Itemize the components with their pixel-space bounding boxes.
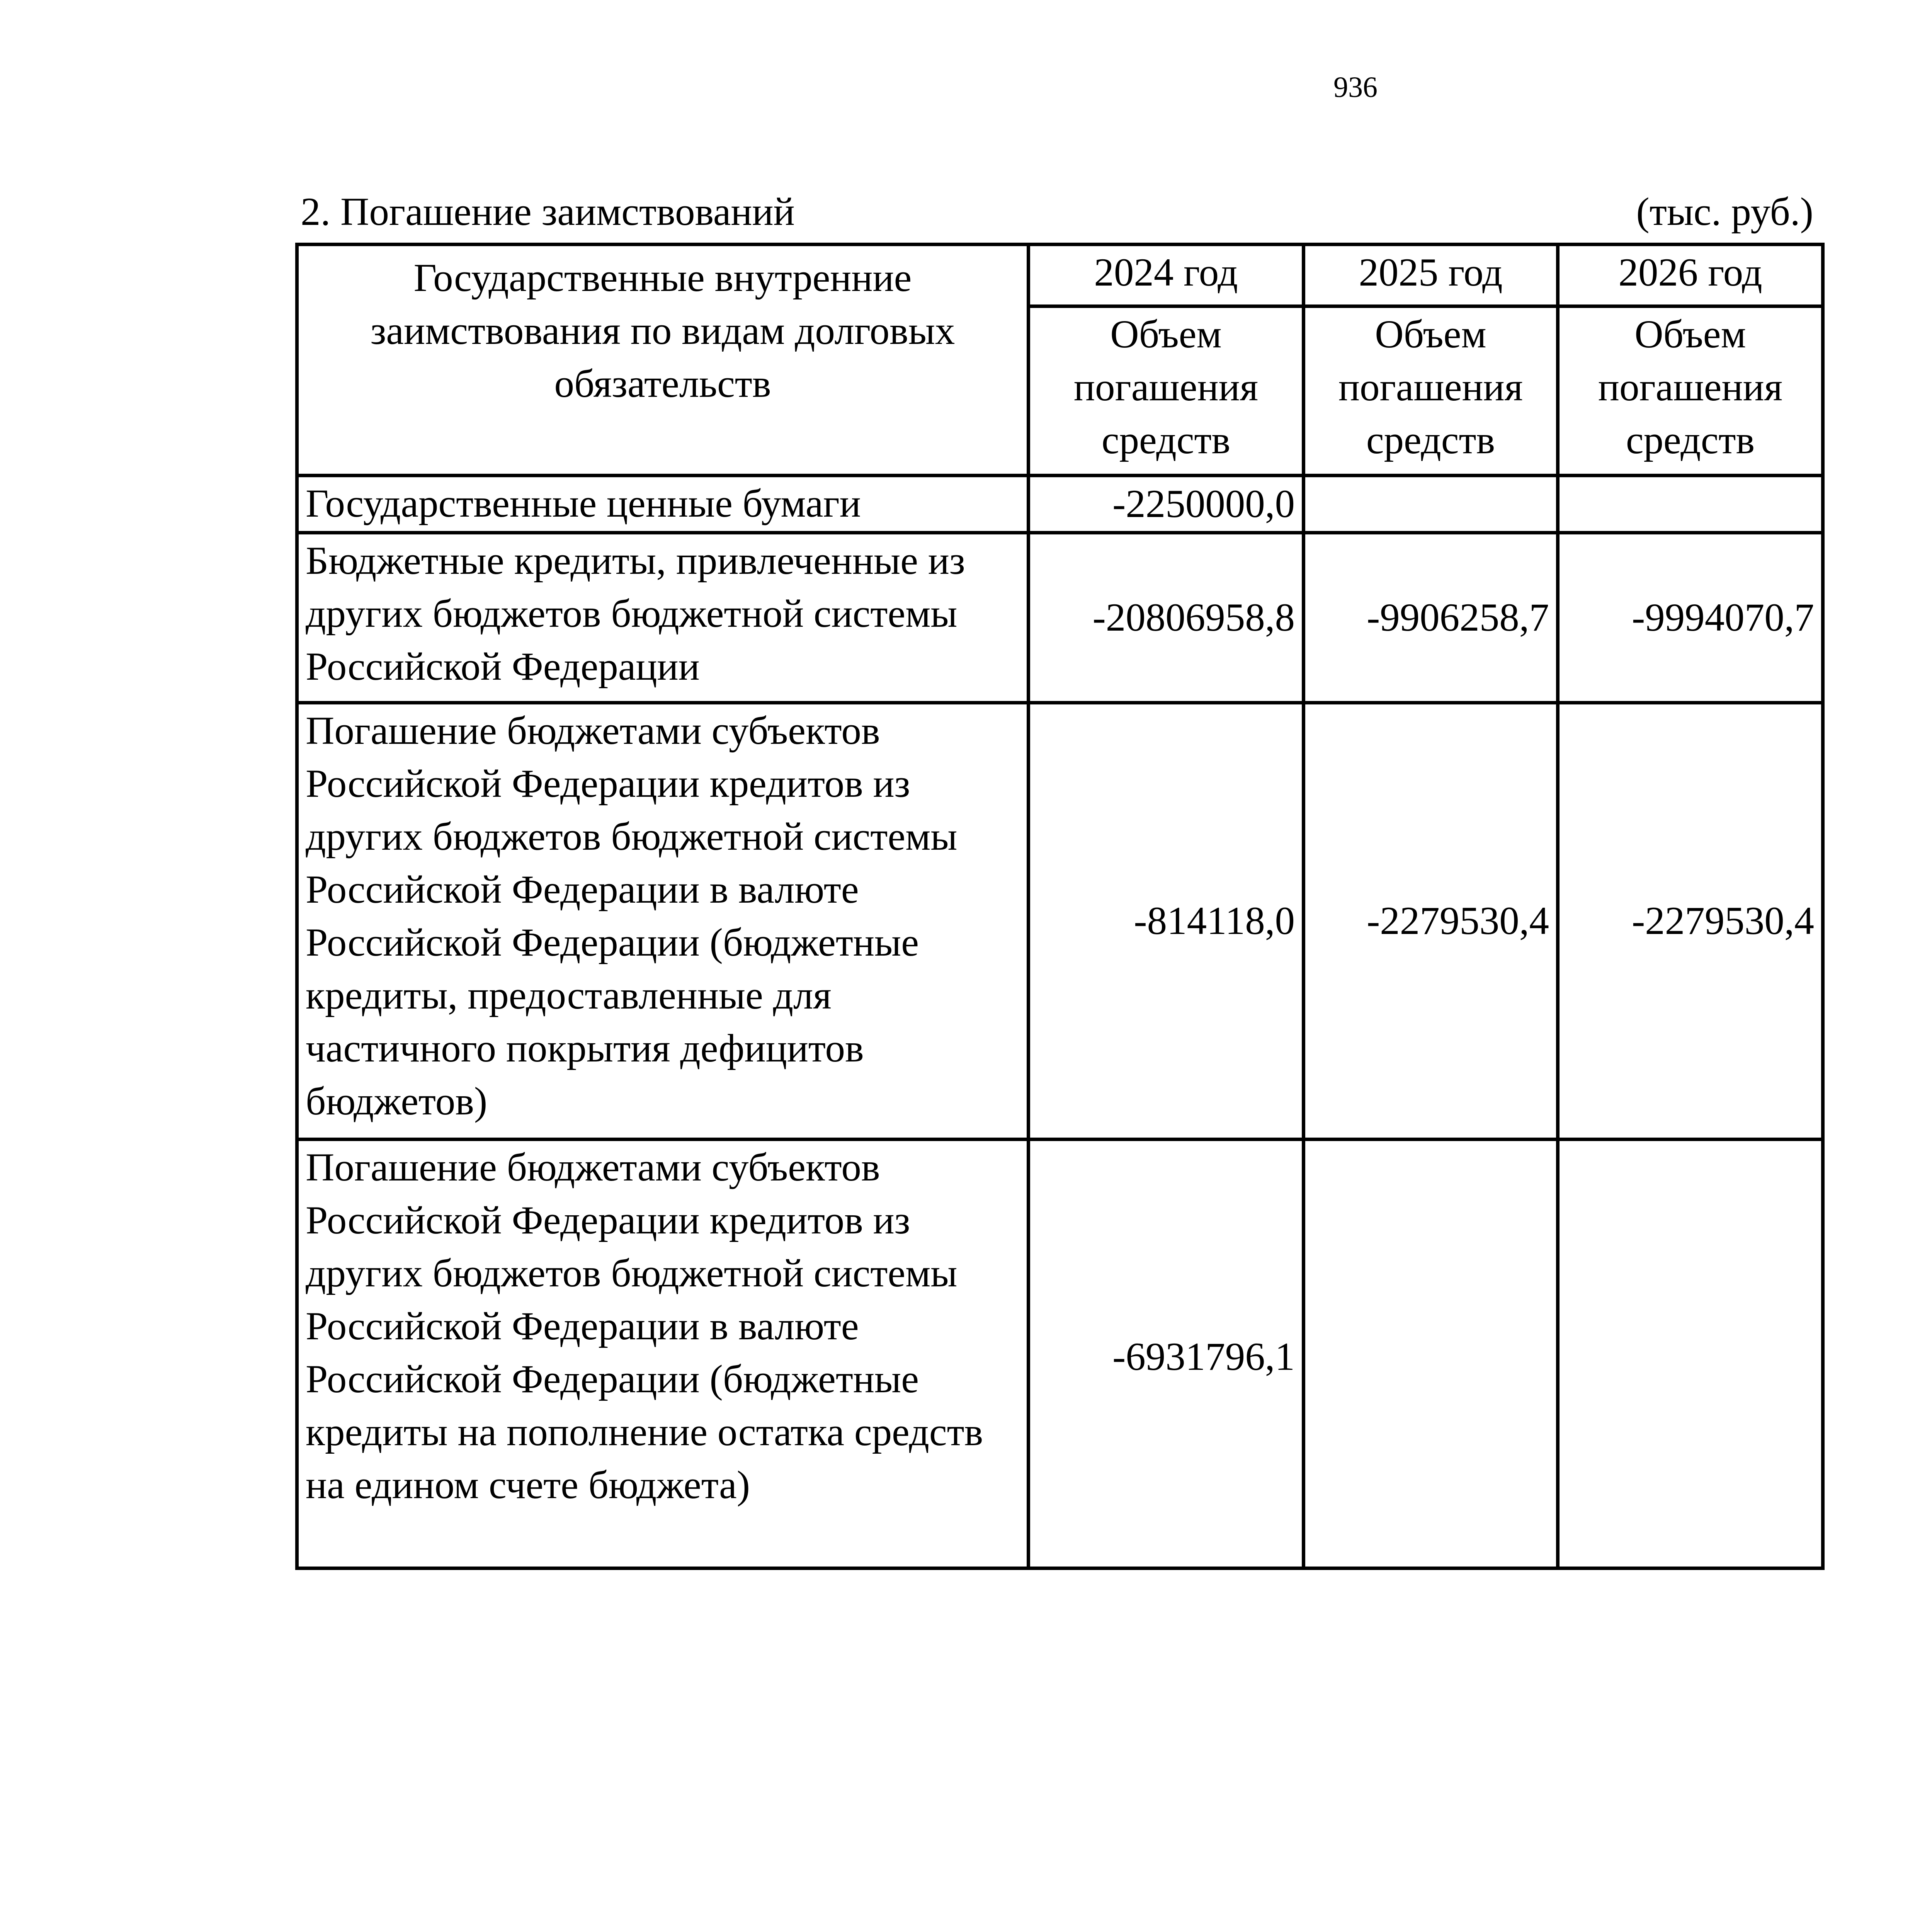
header-year-2024: 2024 год [1029, 245, 1304, 306]
table-row [297, 1140, 1823, 1568]
row-name: Погашение бюджетами субъектов Российской Федерации кредитов из других бюджетов бюджетной системы Российской Федерации в валюте Российской Федерации (бюджетные кредиты, предоставленные для частичного покрытия дефицитов бюджетов) [297, 703, 1029, 1140]
value-2024: -6931796,1 [1029, 1140, 1304, 1568]
header-year-2025: 2025 год [1304, 245, 1558, 306]
header-name-column: Государственные внутренние заимствования по видам долговых обязательств [297, 245, 1029, 476]
table-caption [301, 189, 1813, 235]
row-name: Погашение бюджетами субъектов Российской Федерации кредитов из других бюджетов бюджетной системы Российской Федерации в валюте Российской Федерации (бюджетные кредиты на пополнение остатка средств на едином счете бюджета) [297, 1140, 1029, 1568]
value-2026: -2279530,4 [1558, 703, 1823, 1140]
row-name: Государственные ценные бумаги [297, 476, 1029, 533]
table-header-row [297, 245, 1823, 306]
table-row [297, 703, 1823, 1140]
table-row [297, 476, 1823, 533]
table-row [297, 533, 1823, 703]
value-2024: -2250000,0 [1029, 476, 1304, 533]
section-title: 2. Погашение заимствований [301, 190, 795, 234]
page-number: 936 [1333, 71, 1378, 104]
subheader-2025: Объем погашения средств [1304, 306, 1558, 476]
value-2024: -814118,0 [1029, 703, 1304, 1140]
borrowings-table [295, 243, 1825, 1570]
value-2025: -2279530,4 [1304, 703, 1558, 1140]
value-2025: -9906258,7 [1304, 533, 1558, 703]
value-2024: -20806958,8 [1029, 533, 1304, 703]
value-2026: -9994070,7 [1558, 533, 1823, 703]
header-year-2026: 2026 год [1558, 245, 1823, 306]
units-label: (тыс. руб.) [1636, 190, 1813, 234]
value-2026 [1558, 476, 1823, 533]
value-2026 [1558, 1140, 1823, 1568]
subheader-2026: Объем погашения средств [1558, 306, 1823, 476]
value-2025 [1304, 476, 1558, 533]
value-2025 [1304, 1140, 1558, 1568]
subheader-2024: Объем погашения средств [1029, 306, 1304, 476]
row-name: Бюджетные кредиты, привлеченные из других бюджетов бюджетной системы Российской Федерации [297, 533, 1029, 703]
